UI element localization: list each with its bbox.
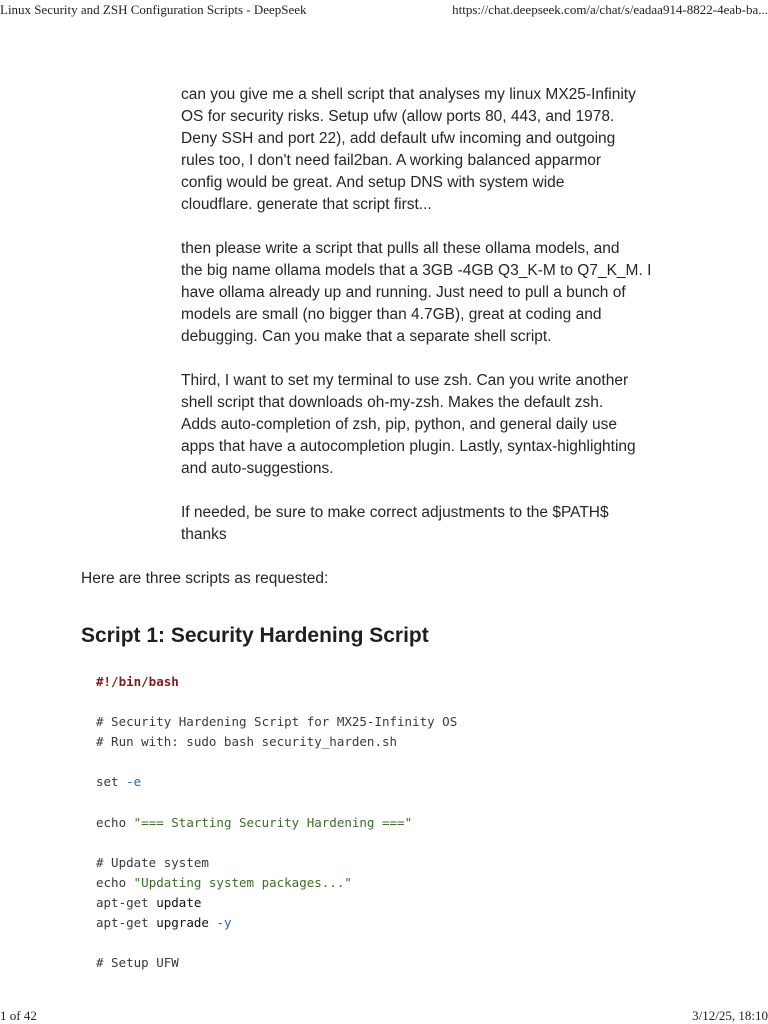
code-flag: -y — [216, 915, 232, 931]
code-line — [81, 672, 701, 692]
code-line — [81, 853, 701, 873]
code-line — [81, 732, 701, 752]
text-line: Deny SSH and port 22), add default ufw incoming and outgoing — [181, 130, 616, 147]
page-counter: 1 of 42 — [0, 1008, 37, 1023]
user-paragraph-4 — [181, 502, 681, 546]
code-line — [81, 893, 701, 913]
code-line-blank — [81, 793, 701, 813]
text-line: Adds auto-completion of zsh, pip, python, and general daily use — [181, 416, 617, 433]
text-line: config would be great. And setup DNS with system wide — [181, 174, 565, 191]
text-line: debugging. Can you make that a separate shell script. — [181, 328, 552, 345]
text-line: apps that have a autocompletion plugin. Lastly, syntax-highlighting — [181, 438, 636, 455]
user-paragraph-3 — [181, 370, 681, 480]
text-line: and auto-suggestions. — [181, 460, 334, 477]
code-block[interactable] — [81, 672, 701, 978]
code-line — [81, 913, 701, 933]
code-arg: update — [156, 895, 202, 911]
code-arg: upgrade — [156, 915, 209, 931]
text-line: cloudflare. generate that script first... — [181, 196, 432, 213]
page-title: Linux Security and ZSH Configuration Scripts - DeepSeek — [0, 2, 307, 17]
text-line: have ollama already up and running. Just need to pull a bunch of — [181, 284, 626, 301]
print-footer — [0, 1008, 768, 1024]
code-line — [81, 873, 701, 893]
text-line: shell script that downloads oh-my-zsh. Makes the default zsh. — [181, 394, 604, 411]
code-line — [81, 772, 701, 792]
code-string: "=== Starting Security Hardening ===" — [133, 814, 413, 830]
text-line: can you give me a shell script that analyses my linux MX25-Infinity — [181, 86, 636, 103]
code-string: "Updating system packages..." — [133, 874, 352, 890]
code-shebang: #!/bin/bash — [96, 674, 179, 689]
code-flag: -e — [126, 774, 142, 790]
code-line-blank — [81, 933, 701, 953]
code-comment: # Run with: sudo bash security_harden.sh — [96, 734, 398, 750]
code-command: set — [96, 774, 119, 790]
code-line-blank — [81, 692, 701, 712]
page-url[interactable]: https://chat.deepseek.com/a/chat/s/eadaa914-8822-4eab-ba... — [452, 2, 768, 17]
code-line-blank — [81, 833, 701, 853]
text-line: rules too, I don't need fail2ban. A working balanced apparmor — [181, 152, 602, 169]
text-line: If needed, be sure to make correct adjustments to the $PATH$ — [181, 504, 609, 521]
code-comment: # Setup UFW — [96, 955, 179, 971]
user-message — [181, 84, 681, 568]
user-paragraph-1 — [181, 84, 681, 216]
code-comment: # Security Hardening Script for MX25-Infinity OS — [96, 714, 458, 730]
script-heading: Script 1: Security Hardening Script — [81, 624, 429, 647]
text-line: the big name ollama models that a 3GB -4GB Q3_K-M to Q7_K_M. I — [181, 262, 652, 279]
code-line — [81, 712, 701, 732]
text-line: models are small (no bigger than 4.7GB), great at coding and — [181, 306, 602, 323]
code-command: echo — [96, 814, 127, 830]
code-command: apt-get — [96, 915, 149, 931]
text-line: Third, I want to set my terminal to use zsh. Can you write another — [181, 372, 629, 389]
code-line — [81, 953, 701, 973]
code-line — [81, 813, 701, 833]
response-intro: Here are three scripts as requested: — [81, 570, 329, 587]
text-line: thanks — [181, 526, 227, 543]
code-line-blank — [81, 752, 701, 772]
code-comment: # Update system — [96, 854, 209, 870]
text-line: then please write a script that pulls all these ollama models, and — [181, 240, 620, 257]
print-header — [0, 0, 768, 22]
print-timestamp: 3/12/25, 18:10 — [692, 1008, 768, 1023]
user-paragraph-2 — [181, 238, 681, 348]
code-command: echo — [96, 874, 127, 890]
code-command: apt-get — [96, 895, 149, 911]
text-line: OS for security risks. Setup ufw (allow ports 80, 443, and 1978. — [181, 108, 615, 125]
